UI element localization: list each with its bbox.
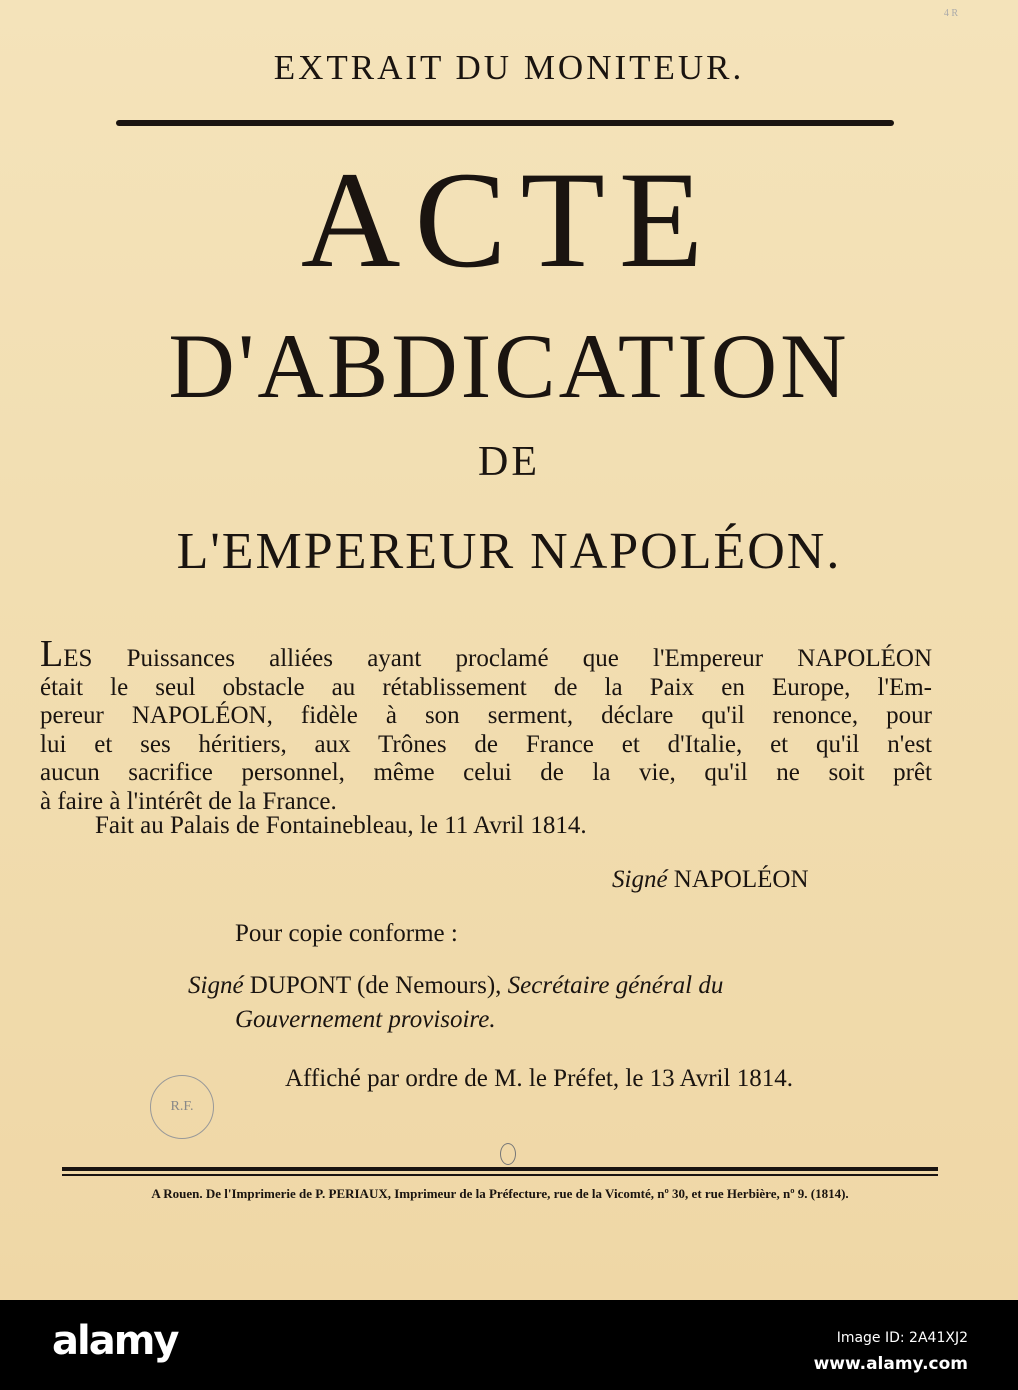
masthead: EXTRAIT DU MONITEUR. <box>273 48 745 87</box>
title-abdication: D'ABDICATION <box>168 315 850 417</box>
text-line: était le seul obstacle au rétablissement de la Paix en Europe, l'Em- <box>40 673 932 701</box>
drop-cap: L <box>40 633 64 675</box>
top-rule <box>116 120 894 126</box>
title-de: DE <box>478 439 540 485</box>
printer-imprint: A Rouen. De l'Imprimerie de P. PERIAUX, Imprimeur de la Préfecture, rue de la Vicomté, nº 30, et rue Herbière, nº 9. (1814). <box>151 1186 849 1201</box>
napoleon-signature: Signé NAPOLÉON <box>612 866 809 893</box>
text-line: pereur NAPOLÉON, fidèle à son serment, déclare qu'il renonce, pour <box>40 702 932 729</box>
abdication-text <box>40 633 932 816</box>
alamy-logo: alamy <box>52 1318 178 1364</box>
text-line: à faire à l'intérêt de la France. <box>40 787 337 815</box>
alamy-url: www.alamy.com <box>813 1354 968 1374</box>
text-line: LES Puissances alliées ayant proclamé que l'Empereur NAPOLÉON <box>40 633 932 675</box>
title-empereur: L'EMPEREUR NAPOLÉON. <box>176 523 842 580</box>
text-line: aucun sacrifice personnel, même celui de la vie, qu'il ne soit prêt <box>40 759 932 786</box>
dupont-title: Gouvernement provisoire. <box>235 1006 496 1033</box>
dated-line: Fait au Palais de Fontainebleau, le 11 Avril 1814. <box>95 812 587 839</box>
ornament-icon <box>500 1143 516 1165</box>
dupont-signature: Signé DUPONT (de Nemours), Secrétaire général du <box>188 972 724 999</box>
corner-mark: 4 R <box>943 8 958 19</box>
posted-line: Affiché par ordre de M. le Préfet, le 13 Avril 1814. <box>285 1065 793 1092</box>
bottom-rule-thin <box>62 1174 938 1176</box>
bottom-rule <box>62 1167 938 1171</box>
text-line: lui et ses héritiers, aux Trônes de France et d'Italie, et qu'il n'est <box>40 730 932 758</box>
copy-line: Pour copie conforme : <box>235 920 458 947</box>
library-stamp: R.F. <box>150 1075 214 1139</box>
image-id: Image ID: 2A41XJ2 <box>836 1330 968 1346</box>
watermark-bar <box>0 1300 1018 1390</box>
title-acte: ACTE <box>300 143 718 296</box>
